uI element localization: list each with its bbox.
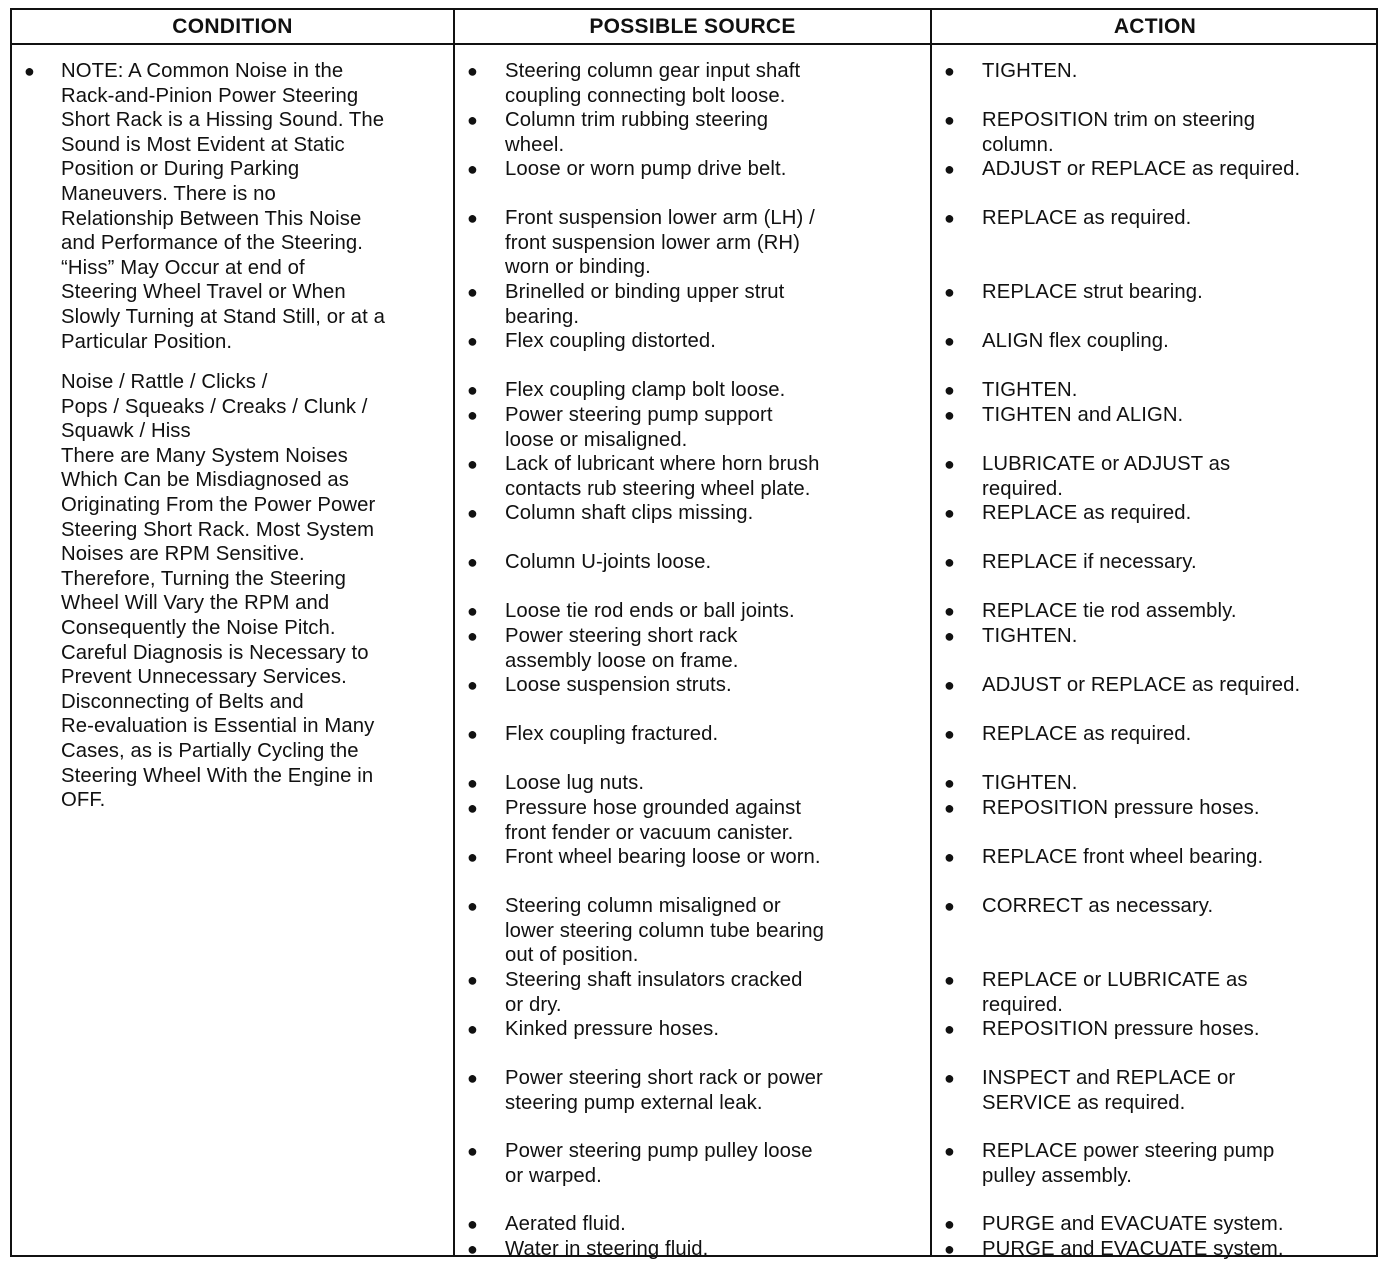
action-text: REPLACE tie rod assembly. bbox=[982, 600, 1237, 622]
bullet-icon: ● bbox=[467, 1214, 478, 1234]
bullet-icon: ● bbox=[467, 724, 478, 744]
bullet-icon: ● bbox=[944, 970, 955, 990]
bullet-icon: ● bbox=[467, 896, 478, 916]
action-text: REPLACE strut bearing. bbox=[982, 281, 1203, 303]
bullet-icon: ● bbox=[944, 626, 955, 646]
bullet-icon: ● bbox=[467, 1141, 478, 1161]
action-text: TIGHTEN. bbox=[982, 379, 1078, 401]
source-text: Power steering pump pulley loose or warped. bbox=[505, 1140, 813, 1187]
condition-note: NOTE: A Common Noise in the Rack-and-Pinion Power Steering Short Rack is a Hissing Sound. The Sound is Most Evident at Static Position or During Parking Maneuvers. There is no Relationship Between This Noise and Performance of the Steering. “Hiss” May Occur at end of Steering Wheel Travel or When Slowly Turning at Stand Still, or at a Particular Position. bbox=[61, 60, 385, 353]
action-text: TIGHTEN. bbox=[982, 772, 1078, 794]
bullet-icon: ● bbox=[944, 1214, 955, 1234]
source-text: Power steering short rack assembly loose on frame. bbox=[505, 625, 739, 672]
source-text: Column trim rubbing steering wheel. bbox=[505, 109, 769, 156]
source-text: Lack of lubricant where horn brush contacts rub steering wheel plate. bbox=[505, 453, 820, 500]
diagnosis-table bbox=[10, 8, 1378, 1260]
action-text: ADJUST or REPLACE as required. bbox=[982, 674, 1301, 696]
source-text: Column U-joints loose. bbox=[505, 551, 712, 573]
bullet-icon: ● bbox=[467, 454, 478, 474]
bullet-icon: ● bbox=[467, 847, 478, 867]
source-text: Steering shaft insulators cracked or dry. bbox=[505, 969, 803, 1016]
source-text: Loose lug nuts. bbox=[505, 772, 645, 794]
bullet-icon: ● bbox=[944, 1068, 955, 1088]
bullet-icon: ● bbox=[467, 331, 478, 351]
action-text: PURGE and EVACUATE system. bbox=[982, 1238, 1284, 1260]
action-text: TIGHTEN and ALIGN. bbox=[982, 404, 1184, 426]
action-text: REPLACE or LUBRICATE as required. bbox=[982, 969, 1248, 1016]
source-text: Power steering pump support loose or misaligned. bbox=[505, 404, 773, 451]
action-text: CORRECT as necessary. bbox=[982, 895, 1214, 917]
action-text: INSPECT and REPLACE or SERVICE as required. bbox=[982, 1067, 1236, 1114]
bullet-icon: ● bbox=[944, 503, 955, 523]
bullet-icon: ● bbox=[467, 626, 478, 646]
action-text: REPOSITION trim on steering column. bbox=[982, 109, 1256, 156]
bullet-icon: ● bbox=[467, 282, 478, 302]
source-text: Flex coupling clamp bolt loose. bbox=[505, 379, 786, 401]
source-text: Flex coupling fractured. bbox=[505, 723, 719, 745]
bullet-icon: ● bbox=[944, 675, 955, 695]
action-text: PURGE and EVACUATE system. bbox=[982, 1213, 1284, 1235]
action-text: TIGHTEN. bbox=[982, 60, 1078, 82]
bullet-icon: ● bbox=[944, 724, 955, 744]
action-text: REPOSITION pressure hoses. bbox=[982, 1018, 1260, 1040]
source-text: Kinked pressure hoses. bbox=[505, 1018, 720, 1040]
source-text: Brinelled or binding upper strut bearing. bbox=[505, 281, 785, 328]
source-text: Loose tie rod ends or ball joints. bbox=[505, 600, 795, 622]
bullet-icon: ● bbox=[944, 847, 955, 867]
action-text: REPLACE if necessary. bbox=[982, 551, 1197, 573]
bullet-icon: ● bbox=[944, 380, 955, 400]
action-text: REPLACE front wheel bearing. bbox=[982, 846, 1264, 868]
bullet-icon: ● bbox=[467, 110, 478, 130]
bullet-icon: ● bbox=[944, 1141, 955, 1161]
source-text: Loose suspension struts. bbox=[505, 674, 732, 696]
bullet-icon: ● bbox=[467, 159, 478, 179]
bullet-icon: ● bbox=[944, 896, 955, 916]
bullet-icon: ● bbox=[944, 454, 955, 474]
source-text: Water in steering fluid. bbox=[505, 1238, 709, 1260]
bullet-icon: ● bbox=[467, 208, 478, 228]
bullet-icon: ● bbox=[944, 208, 955, 228]
action-text: LUBRICATE or ADJUST as required. bbox=[982, 453, 1231, 500]
bullet-icon: ● bbox=[944, 61, 955, 81]
source-text: Front wheel bearing loose or worn. bbox=[505, 846, 821, 868]
bullet-icon: ● bbox=[944, 773, 955, 793]
source-text: Loose or worn pump drive belt. bbox=[505, 158, 787, 180]
bullet-icon: ● bbox=[467, 1239, 478, 1259]
action-text: REPLACE power steering pump pulley assembly. bbox=[982, 1140, 1275, 1187]
source-text: Pressure hose grounded against front fender or vacuum canister. bbox=[505, 797, 802, 844]
bullet-icon: ● bbox=[944, 1019, 955, 1039]
condition-column bbox=[12, 45, 453, 1255]
source-text: Column shaft clips missing. bbox=[505, 502, 754, 524]
possible-source-column bbox=[455, 45, 930, 1260]
bullet-icon: ● bbox=[944, 110, 955, 130]
action-text: REPLACE as required. bbox=[982, 502, 1192, 524]
source-text: Front suspension lower arm (LH) / front suspension lower arm (RH) worn or binding. bbox=[505, 207, 815, 279]
bullet-icon: ● bbox=[944, 552, 955, 572]
bullet-icon: ● bbox=[944, 798, 955, 818]
source-text: Aerated fluid. bbox=[505, 1213, 626, 1235]
action-text: ADJUST or REPLACE as required. bbox=[982, 158, 1301, 180]
bullet-icon: ● bbox=[467, 773, 478, 793]
action-text: REPOSITION pressure hoses. bbox=[982, 797, 1260, 819]
bullet-icon: ● bbox=[944, 405, 955, 425]
action-text: TIGHTEN. bbox=[982, 625, 1078, 647]
header-condition: CONDITION bbox=[172, 15, 293, 38]
bullet-icon: ● bbox=[944, 601, 955, 621]
source-text: Steering column gear input shaft coupling connecting bolt loose. bbox=[505, 60, 801, 107]
bullet-icon: ● bbox=[944, 282, 955, 302]
bullet-icon: ● bbox=[467, 1019, 478, 1039]
source-text: Steering column misaligned or lower steering column tube bearing out of position. bbox=[505, 895, 825, 967]
bullet-icon: ● bbox=[467, 970, 478, 990]
bullet-icon: ● bbox=[944, 159, 955, 179]
source-text: Flex coupling distorted. bbox=[505, 330, 716, 352]
condition-noise-description: Noise / Rattle / Clicks / Pops / Squeaks / Creaks / Clunk / Squawk / Hiss There are Many System Noises Which Can be Misdiagnosed as Originating From the Power Power Steering Short Rack. Most System Noises are RPM Sensitive. Therefore, Turning the Steering Wheel Will Vary the RPM and Consequently the Noise Pitch. Careful Diagnosis is Necessary to Prevent Unnecessary Services. Disconnecting of Belts and Re-evaluation is Essential in Many Cases, as is Partially Cycling the Steering Wheel With the Engine in OFF. bbox=[61, 371, 376, 812]
source-text: Power steering short rack or power steering pump external leak. bbox=[505, 1067, 823, 1114]
bullet-icon: ● bbox=[467, 552, 478, 572]
bullet-icon: ● bbox=[467, 503, 478, 523]
bullet-icon: ● bbox=[467, 675, 478, 695]
bullet-icon: ● bbox=[467, 61, 478, 81]
action-text: ALIGN flex coupling. bbox=[982, 330, 1169, 352]
bullet-icon: ● bbox=[467, 380, 478, 400]
action-column bbox=[932, 45, 1378, 1260]
bullet-icon: ● bbox=[944, 331, 955, 351]
condition-bullet: ● bbox=[24, 61, 35, 81]
bullet-icon: ● bbox=[467, 798, 478, 818]
header-action: ACTION bbox=[1113, 15, 1197, 38]
action-text: REPLACE as required. bbox=[982, 207, 1192, 229]
table-header-row bbox=[12, 10, 1376, 45]
action-text: REPLACE as required. bbox=[982, 723, 1192, 745]
bullet-icon: ● bbox=[467, 1068, 478, 1088]
bullet-icon: ● bbox=[467, 405, 478, 425]
bullet-icon: ● bbox=[467, 601, 478, 621]
header-possible-source: POSSIBLE SOURCE bbox=[589, 15, 796, 38]
bullet-icon: ● bbox=[944, 1239, 955, 1259]
